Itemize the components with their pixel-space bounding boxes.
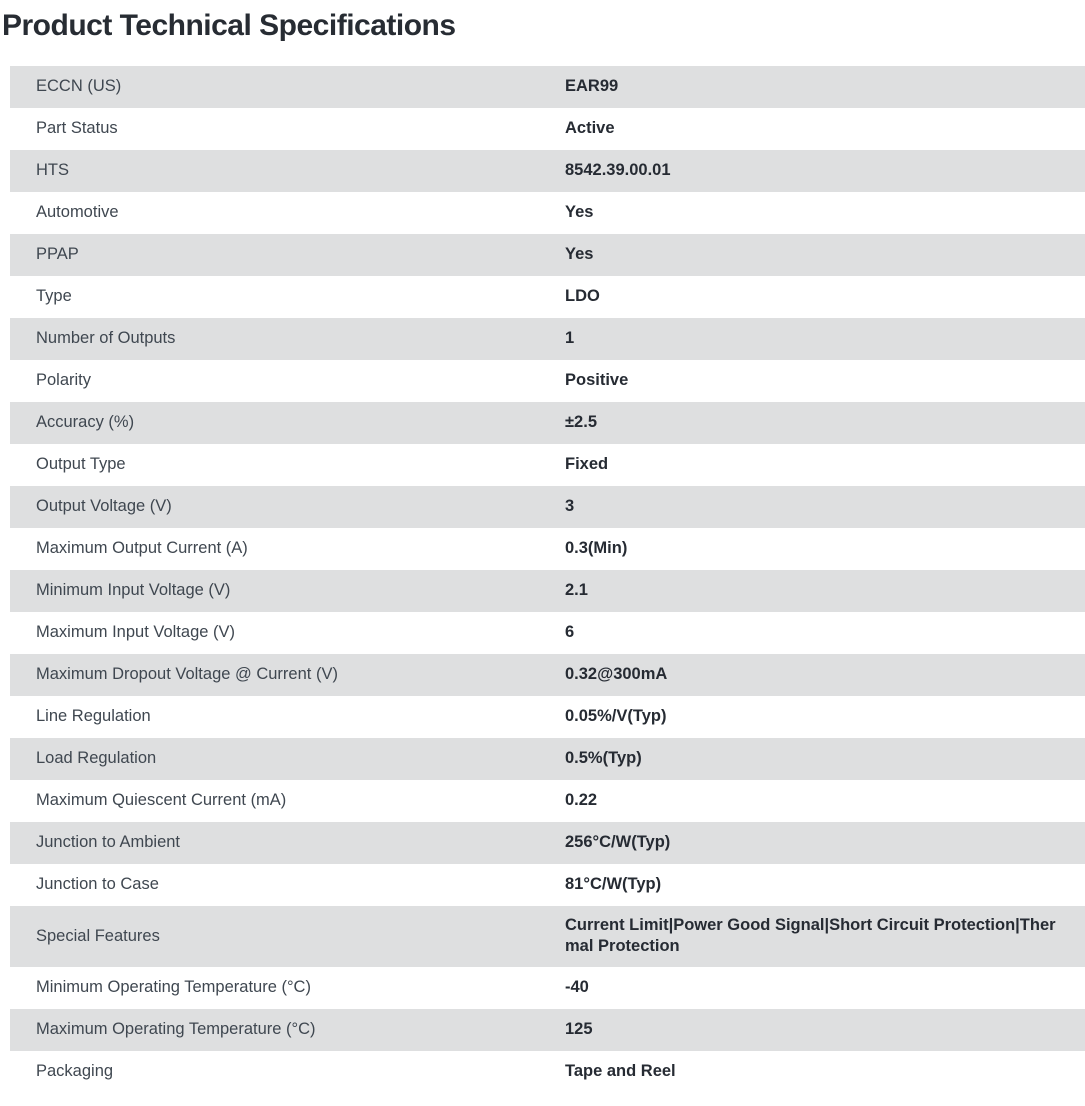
spec-label: Packaging xyxy=(36,1062,114,1081)
spec-value: Current Limit|Power Good Signal|Short Circuit Protection|Thermal Protection xyxy=(565,916,1056,956)
spec-label: Type xyxy=(36,287,72,306)
page-title: Product Technical Specifications xyxy=(2,9,456,42)
table-row xyxy=(10,864,1085,906)
spec-value: ±2.5 xyxy=(565,413,597,432)
spec-value: LDO xyxy=(565,287,600,306)
table-row xyxy=(10,276,1085,318)
table-row xyxy=(10,1009,1085,1051)
spec-value: Tape and Reel xyxy=(565,1062,676,1081)
spec-value: 0.3(Min) xyxy=(565,539,628,558)
spec-label: Junction to Ambient xyxy=(36,833,181,852)
spec-label: Maximum Dropout Voltage @ Current (V) xyxy=(36,665,338,684)
spec-value: Positive xyxy=(565,371,629,390)
table-row xyxy=(10,1051,1085,1093)
spec-label: Accuracy (%) xyxy=(36,413,135,432)
table-row xyxy=(10,612,1085,654)
spec-value: Yes xyxy=(565,203,594,222)
spec-label: Maximum Output Current (A) xyxy=(36,539,248,558)
table-row xyxy=(10,654,1085,696)
spec-label: Output Voltage (V) xyxy=(36,497,172,516)
spec-value: 0.22 xyxy=(565,791,598,810)
table-row xyxy=(10,360,1085,402)
table-row xyxy=(10,150,1085,192)
table-row xyxy=(10,696,1085,738)
table-row xyxy=(10,528,1085,570)
table-row xyxy=(10,780,1085,822)
spec-value: 3 xyxy=(565,497,575,516)
spec-label: PPAP xyxy=(36,245,79,264)
table-row xyxy=(10,402,1085,444)
spec-label: Automotive xyxy=(36,203,119,222)
spec-value: 256°C/W(Typ) xyxy=(565,833,671,852)
table-row xyxy=(10,444,1085,486)
table-row xyxy=(10,822,1085,864)
spec-label: Maximum Quiescent Current (mA) xyxy=(36,791,287,810)
spec-label: Line Regulation xyxy=(36,707,151,726)
spec-value: 0.05%/V(Typ) xyxy=(565,707,667,726)
table-row xyxy=(10,967,1085,1009)
spec-value: Yes xyxy=(565,245,594,264)
spec-value: 0.5%(Typ) xyxy=(565,749,642,768)
table-row xyxy=(10,738,1085,780)
spec-label: Load Regulation xyxy=(36,749,157,768)
spec-label: Part Status xyxy=(36,119,118,138)
table-row xyxy=(10,108,1085,150)
spec-value: 6 xyxy=(565,623,575,642)
table-row xyxy=(10,234,1085,276)
spec-label: Maximum Input Voltage (V) xyxy=(36,623,235,642)
table-row xyxy=(10,906,1085,967)
spec-label: HTS xyxy=(36,161,69,180)
spec-value: 0.32@300mA xyxy=(565,665,668,684)
spec-value: Active xyxy=(565,119,615,138)
spec-label: Minimum Operating Temperature (°C) xyxy=(36,978,311,997)
spec-label: Junction to Case xyxy=(36,875,159,894)
table-row xyxy=(10,318,1085,360)
table-row xyxy=(10,570,1085,612)
spec-value: Fixed xyxy=(565,455,609,474)
spec-value: 8542.39.00.01 xyxy=(565,161,671,180)
spec-label: Polarity xyxy=(36,371,92,390)
spec-value: 81°C/W(Typ) xyxy=(565,875,662,894)
spec-label: Maximum Operating Temperature (°C) xyxy=(36,1020,316,1039)
spec-label: Output Type xyxy=(36,455,126,474)
spec-label: Special Features xyxy=(36,926,160,945)
spec-label: Minimum Input Voltage (V) xyxy=(36,581,231,600)
table-row xyxy=(10,486,1085,528)
spec-value: EAR99 xyxy=(565,77,619,96)
table-row xyxy=(10,192,1085,234)
table-row xyxy=(10,66,1085,108)
spec-value: 1 xyxy=(565,329,575,348)
spec-table xyxy=(10,66,1085,1093)
spec-value: 125 xyxy=(565,1020,593,1039)
spec-label: Number of Outputs xyxy=(36,329,176,348)
spec-value: 2.1 xyxy=(565,581,588,600)
spec-value: -40 xyxy=(565,978,589,997)
spec-label: ECCN (US) xyxy=(36,77,122,96)
